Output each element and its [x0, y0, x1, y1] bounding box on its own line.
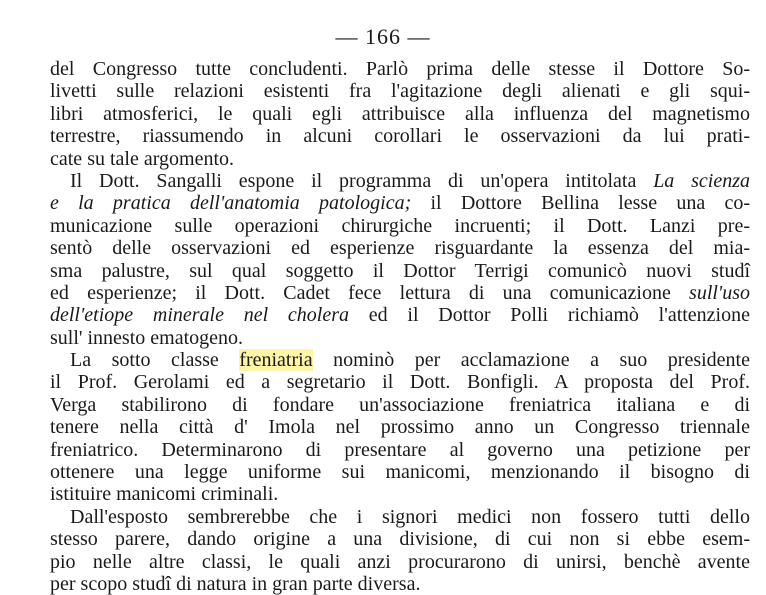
italic-text: dell'etiope minerale nel cholera: [50, 304, 350, 327]
page-number: — 166 —: [335, 24, 431, 49]
text-line: [50, 349, 750, 371]
text-span: pio nelle altre classi, le quali anzi procurarono di unirsi, benchè avente: [50, 550, 750, 573]
text-span: per scopo studî di natura in gran parte diversa.: [50, 572, 421, 595]
text-line: [50, 394, 750, 416]
text-line: [50, 371, 750, 393]
text-line: [50, 439, 750, 461]
text-line: [50, 282, 750, 304]
text-span: ed il Dottor Polli richiamò l'attenzione: [349, 304, 750, 327]
text-line: [50, 304, 750, 326]
text-span: ottenere una legge uniforme sui manicomi, menzionando il bisogno di: [50, 461, 750, 484]
text-span: cate su tale argomento.: [50, 147, 235, 170]
text-line: [50, 103, 750, 125]
text-line: [50, 461, 750, 483]
text-line: [50, 327, 750, 349]
text-line: [50, 80, 750, 102]
text-span: il Prof. Gerolami ed a segretario il Dott. Bonfigli. A proposta del Prof.: [50, 371, 750, 394]
text-line: [50, 551, 750, 573]
text-span: libri atmosferici, le quali egli attribuisce alla influenza del magnetismo: [50, 102, 750, 125]
text-span: Il Dott. Sangalli espone il programma di un'opera intitolata: [70, 169, 654, 192]
text-line: [50, 573, 750, 595]
text-span: livetti sulle relazioni esistenti fra l'agitazione degli alienati e gli squi-: [50, 80, 750, 103]
text-span: tenere nella città d' Imola nel prossimo anno un Congresso triennale: [50, 416, 750, 439]
text-span: ed esperienze; il Dott. Cadet fece lettura di una comunicazione: [50, 281, 690, 304]
highlighted-word: freniatria: [239, 349, 313, 372]
text-line: [50, 58, 750, 80]
text-span: nominò per acclamazione a suo presidente: [312, 349, 750, 372]
italic-text: La scienza: [653, 169, 751, 192]
text-span: freniatrico. Determinarono di presentare al governo una petizione per: [50, 438, 750, 461]
text-span: sma palustre, sul qual soggetto il Dottor Terrigi comunicò nuovi studî: [50, 259, 750, 282]
body-text: [50, 58, 750, 595]
text-span: municazione sulle operazioni chirurgiche incruenti; il Dott. Lanzi pre-: [50, 214, 750, 237]
text-line: [50, 416, 750, 438]
text-line: [50, 506, 750, 528]
text-line: [50, 483, 750, 505]
text-line: [50, 528, 750, 550]
text-line: [50, 260, 750, 282]
text-span: il Dottore Bellina lesse una co-: [411, 192, 750, 215]
text-span: istituire manicomi criminali.: [50, 483, 279, 506]
text-line: [50, 125, 750, 147]
text-span: Verga stabilirono di fondare un'associazione freniatrica italiana e di: [50, 393, 750, 416]
text-line: [50, 148, 750, 170]
text-span: sentò delle osservazioni ed esperienze risguardante la essenza del mia-: [50, 237, 750, 260]
italic-text: sull'uso: [689, 281, 750, 304]
text-line: [50, 215, 750, 237]
text-span: Dall'esposto sembrerebbe che i signori medici non fossero tutti dello: [70, 505, 750, 528]
text-line: [50, 170, 750, 192]
text-span: stesso parere, dando origine a una divisione, di cui non si ebbe esem-: [50, 528, 750, 551]
text-span: La sotto classe: [70, 349, 240, 372]
text-span: terrestre, riassumendo in alcuni corollari le osservazioni da lui prati-: [50, 125, 750, 148]
text-span: del Congresso tutte concludenti. Parlò prima delle stesse il Dottore So-: [50, 58, 750, 80]
text-span: sull' innesto ematogeno.: [50, 326, 244, 349]
italic-text: e la pratica dell'anatomia patologica;: [50, 192, 412, 215]
text-line: [50, 192, 750, 214]
text-line: [50, 237, 750, 259]
